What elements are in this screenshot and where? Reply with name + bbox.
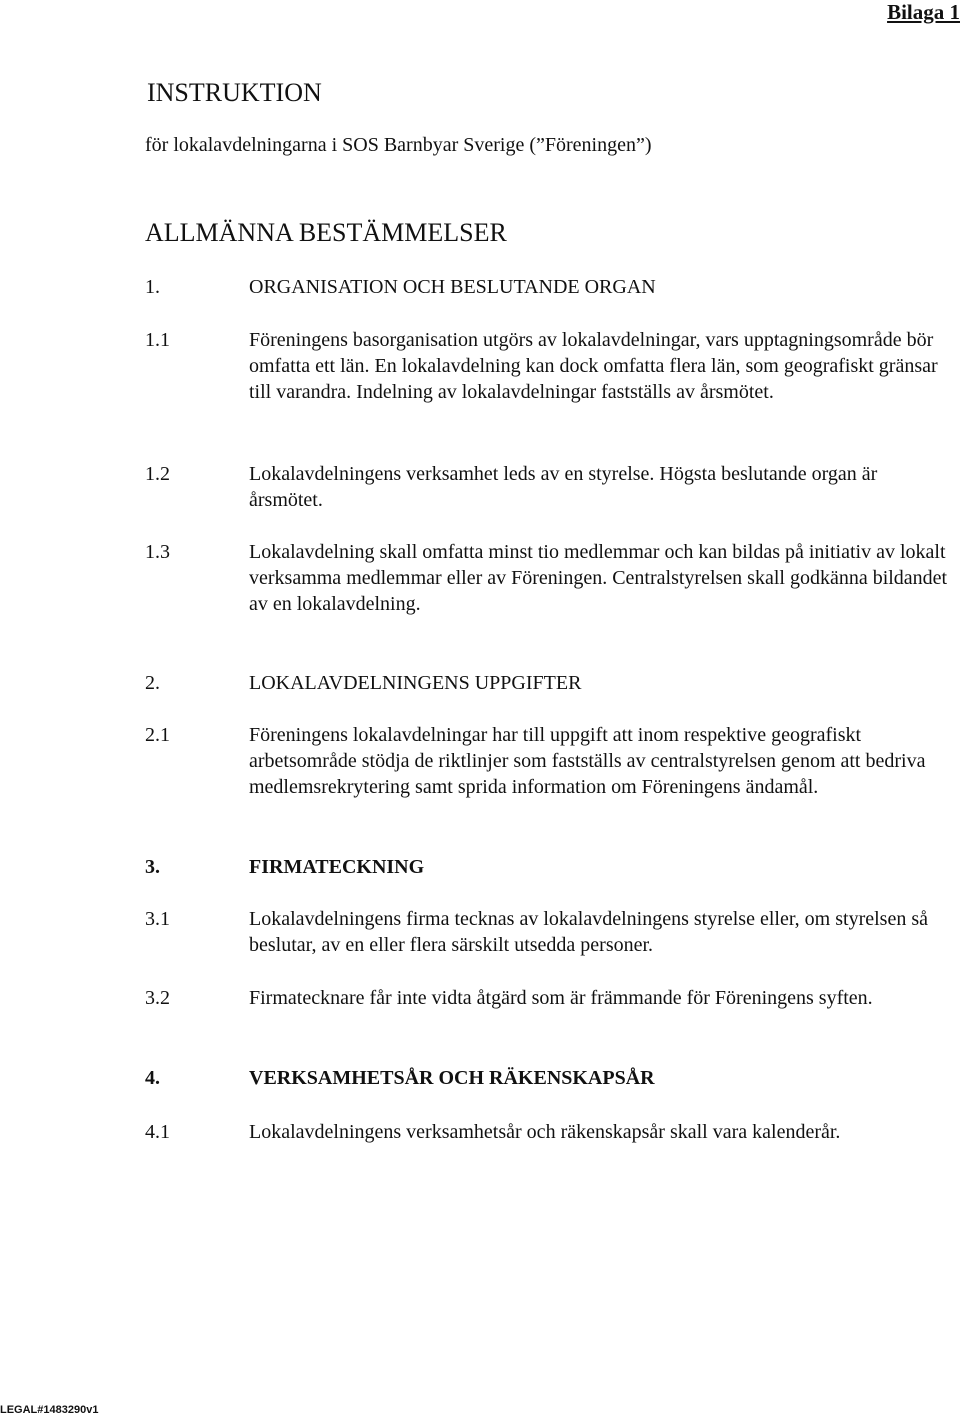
- paragraph-text: Föreningens lokalavdelningar har till uppgift att inom respektive geografiskt arbetsområde stödja de riktlinjer som fastställs av centralstyrelsen genom att bedriva medlemsrekrytering samt sprida information om Föreningens ändamål.: [249, 724, 926, 798]
- paragraph-text: Firmatecknare får inte vidta åtgärd som är främmande för Föreningens syften.: [249, 987, 873, 1009]
- attachment-label: Bilaga 1: [887, 0, 960, 24]
- paragraph-3-1: [145, 906, 955, 958]
- paragraph-number: 2.1: [145, 724, 170, 746]
- section-3-heading: [145, 855, 424, 880]
- section-number: 1.: [145, 276, 160, 298]
- paragraph-number: 3.1: [145, 908, 170, 930]
- section-title: LOKALAVDELNINGENS UPPGIFTER: [249, 672, 582, 694]
- document-title: INSTRUKTION: [147, 78, 322, 107]
- document-subtitle: för lokalavdelningarna i SOS Barnbyar Sverige (”Föreningen”): [145, 134, 652, 156]
- section-2-heading: [145, 671, 581, 696]
- section-title: FIRMATECKNING: [249, 856, 425, 878]
- paragraph-number: 1.3: [145, 541, 170, 563]
- section-4-heading: [145, 1066, 655, 1091]
- paragraph-1-1: [145, 327, 955, 405]
- section-number: 4.: [145, 1067, 160, 1089]
- paragraph-number: 4.1: [145, 1121, 170, 1143]
- paragraph-2-1: [145, 722, 955, 800]
- paragraph-text: Föreningens basorganisation utgörs av lokalavdelningar, vars upptagningsområde bör omfatta ett län. En lokalavdelning kan dock omfatta flera län, som geografiskt gränsar till varandra. Indelning av lokalavdelningar fastställs av årsmötet.: [249, 329, 938, 403]
- section-number: 2.: [145, 672, 160, 694]
- paragraph-text: Lokalavdelningens verksamhetsår och räkenskapsår skall vara kalenderår.: [249, 1121, 841, 1143]
- paragraph-number: 1.2: [145, 463, 170, 485]
- paragraph-number: 3.2: [145, 987, 170, 1009]
- paragraph-4-1: [145, 1119, 955, 1145]
- paragraph-3-2: [145, 985, 955, 1011]
- paragraph-1-2: [145, 461, 955, 513]
- section-number: 3.: [145, 856, 160, 878]
- paragraph-1-3: [145, 539, 955, 617]
- paragraph-text: Lokalavdelning skall omfatta minst tio medlemmar och kan bildas på initiativ av lokalt verksamma medlemmar eller av Föreningen. Centralstyrelsen skall godkänna bildandet av en lokalavdelning.: [249, 541, 948, 615]
- paragraph-text: Lokalavdelningens firma tecknas av lokalavdelningens styrelse eller, om styrelsen så beslutar, av en eller flera särskilt utsedda personer.: [249, 908, 928, 956]
- section-title: ORGANISATION OCH BESLUTANDE ORGAN: [249, 276, 656, 298]
- paragraph-number: 1.1: [145, 329, 170, 351]
- section-1-heading: [145, 275, 656, 300]
- section-title: VERKSAMHETSÅR OCH RÄKENSKAPSÅR: [249, 1067, 655, 1089]
- document-id-footer: LEGAL#1483290v1: [0, 1404, 99, 1416]
- general-provisions-heading: ALLMÄNNA BESTÄMMELSER: [145, 218, 507, 247]
- paragraph-text: Lokalavdelningens verksamhet leds av en styrelse. Högsta beslutande organ är årsmötet.: [249, 463, 878, 511]
